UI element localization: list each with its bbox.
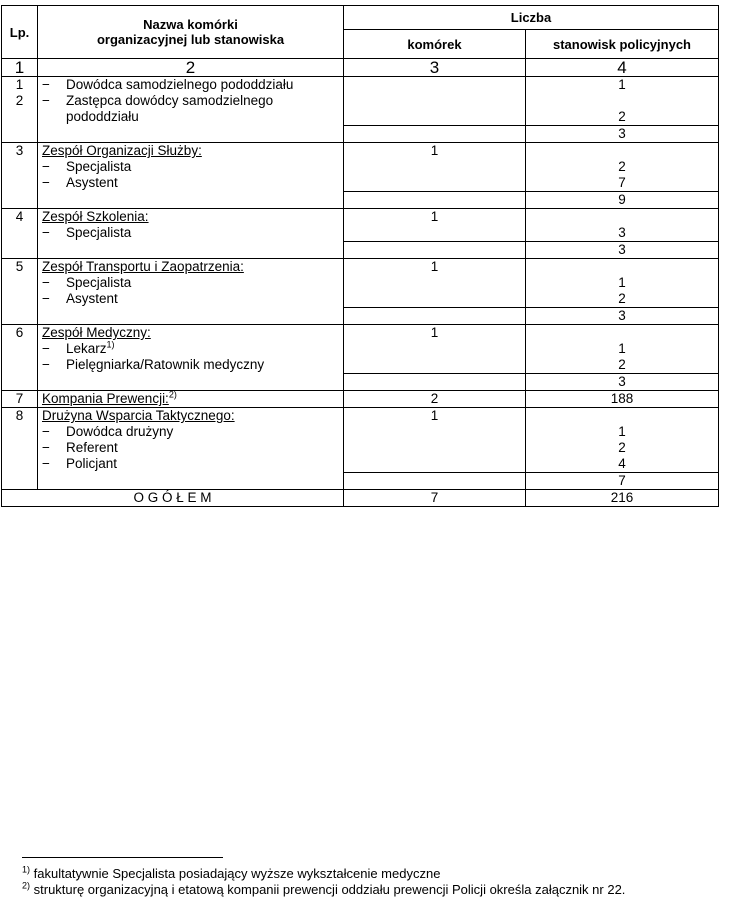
table-row: [2, 408, 719, 473]
stan-sum: 3: [526, 126, 719, 143]
footnote-mark: 2): [22, 880, 31, 891]
list-item: Referent: [66, 440, 118, 455]
stan-cell: [526, 391, 719, 408]
list-item-continued: pododdziału: [66, 109, 139, 124]
colnum-3: 3: [344, 59, 526, 77]
stan-sum: 3: [526, 308, 719, 325]
value: 2: [618, 159, 626, 174]
stan-sum: 7: [526, 473, 719, 490]
column-numbers-row: [2, 59, 719, 77]
table-row: [2, 143, 719, 192]
list-item: Specjalista: [66, 275, 132, 290]
value: 1: [430, 209, 439, 224]
footnote-divider: [22, 857, 223, 858]
list-item: Dowódca samodzielnego pododdziału: [66, 77, 294, 92]
dash-icon: −: [42, 357, 50, 372]
header-liczba: Liczba: [344, 6, 719, 30]
section-title: Zespół Organizacji Służby:: [42, 143, 202, 158]
header-name: [38, 6, 344, 59]
row-lp: 4: [2, 209, 38, 259]
footnote-1: [22, 866, 440, 881]
row-name: [38, 391, 344, 408]
row-name: [38, 259, 344, 325]
value: 2: [430, 391, 439, 406]
row-name: [38, 209, 344, 259]
row-name: [38, 77, 344, 143]
stan-sum: 3: [526, 374, 719, 391]
kom-cell: [344, 77, 526, 126]
dash-icon: −: [42, 424, 50, 439]
colnum-4: 4: [526, 59, 719, 77]
value: 1: [618, 341, 626, 356]
list-item: Specjalista: [66, 159, 132, 174]
dash-icon: −: [42, 275, 50, 290]
value: 1: [430, 259, 439, 274]
list-item: Specjalista: [66, 225, 132, 240]
value: 1: [430, 143, 439, 158]
row-lp: 6: [2, 325, 38, 391]
kom-sum: [344, 473, 526, 490]
total-label: O G Ó Ł E M: [2, 490, 344, 507]
row-lp: 8: [2, 408, 38, 490]
row-lp-1: 1: [15, 77, 24, 92]
section-title: Kompania Prewencji:: [42, 391, 169, 406]
stan-sum: 9: [526, 192, 719, 209]
kom-sum: [344, 126, 526, 143]
kom-cell: [344, 325, 526, 374]
list-item: Dowódca drużyny: [66, 424, 174, 439]
list-item: Asystent: [66, 175, 118, 190]
value: 2: [618, 109, 626, 124]
kom-cell: [344, 391, 526, 408]
list-item: Policjant: [66, 456, 118, 471]
stan-sum: 3: [526, 242, 719, 259]
stan-cell: [526, 143, 719, 192]
table-row: [2, 325, 719, 374]
colnum-1: 1: [2, 59, 38, 77]
list-item: Pielęgniarka/Ratownik medyczny: [66, 357, 265, 372]
list-item: Lekarz: [66, 341, 107, 356]
footnote-text: strukturę organizacyjną i etatową kompanii prewencji oddziału prewencji Policji określa załącznik nr 22.: [30, 882, 626, 897]
kom-cell: [344, 259, 526, 308]
section-title: Zespół Medyczny:: [42, 325, 151, 340]
kom-sum: [344, 242, 526, 259]
dash-icon: −: [42, 456, 50, 471]
value: 188: [610, 391, 634, 406]
stan-cell: [526, 408, 719, 473]
header-stanowisk: stanowisk policyjnych: [526, 30, 719, 59]
row-name: [38, 325, 344, 391]
value: 3: [618, 225, 626, 240]
header-lp: Lp.: [2, 6, 38, 59]
header-name-line2: organizacyjnej lub stanowiska: [96, 32, 285, 47]
list-item: Zastępca dowódcy samodzielnego: [66, 93, 274, 108]
header-komorek: komórek: [344, 30, 526, 59]
dash-icon: −: [42, 77, 50, 92]
organization-table: [1, 5, 719, 507]
value: 1: [430, 408, 439, 423]
value: 7: [15, 391, 24, 406]
row-name: [38, 408, 344, 490]
footnote-mark: 2): [168, 389, 177, 400]
footnote-mark: 1): [106, 339, 115, 350]
row-lp: 3: [2, 143, 38, 209]
table-row: [2, 209, 719, 242]
value: 2: [618, 440, 626, 455]
header-name-line1: Nazwa komórki: [143, 17, 238, 32]
value: 2: [618, 357, 626, 372]
value: 1: [618, 77, 626, 92]
dash-icon: −: [42, 225, 50, 240]
section-title: Drużyna Wsparcia Taktycznego:: [42, 408, 235, 423]
stan-cell: [526, 77, 719, 126]
row-lp-2: 2: [15, 93, 24, 108]
dash-icon: −: [42, 341, 50, 356]
kom-sum: [344, 192, 526, 209]
dash-icon: −: [42, 159, 50, 174]
kom-sum: [344, 374, 526, 391]
kom-cell: [344, 143, 526, 192]
footnote-text: fakultatywnie Specjalista posiadający wyższe wykształcenie medyczne: [30, 866, 441, 881]
dash-icon: −: [42, 93, 50, 108]
footnote-mark: 1): [22, 864, 31, 875]
stan-cell: [526, 209, 719, 242]
row-lp: [2, 391, 38, 408]
row-lp: 5: [2, 259, 38, 325]
row-lp: [2, 77, 38, 143]
list-item: Asystent: [66, 291, 118, 306]
stan-cell: [526, 259, 719, 308]
value: 1: [618, 275, 626, 290]
value: 1: [430, 325, 439, 340]
total-stan: 216: [526, 490, 719, 507]
table-row: [2, 259, 719, 308]
value: 7: [618, 175, 626, 190]
dash-icon: −: [42, 175, 50, 190]
value: 2: [618, 291, 626, 306]
section-title: Zespół Transportu i Zaopatrzenia:: [42, 259, 244, 274]
section-title: Zespół Szkolenia:: [42, 209, 149, 224]
colnum-2: 2: [38, 59, 344, 77]
row-name: [38, 143, 344, 209]
kom-cell: [344, 209, 526, 242]
value: 1: [618, 424, 626, 439]
kom-sum: [344, 308, 526, 325]
total-row: [2, 490, 719, 507]
dash-icon: −: [42, 291, 50, 306]
stan-cell: [526, 325, 719, 374]
footnote-2: [22, 882, 625, 897]
dash-icon: −: [42, 440, 50, 455]
value: 4: [618, 456, 626, 471]
kom-cell: [344, 408, 526, 473]
table-row: [2, 391, 719, 408]
table-row: [2, 77, 719, 126]
total-kom: 7: [344, 490, 526, 507]
